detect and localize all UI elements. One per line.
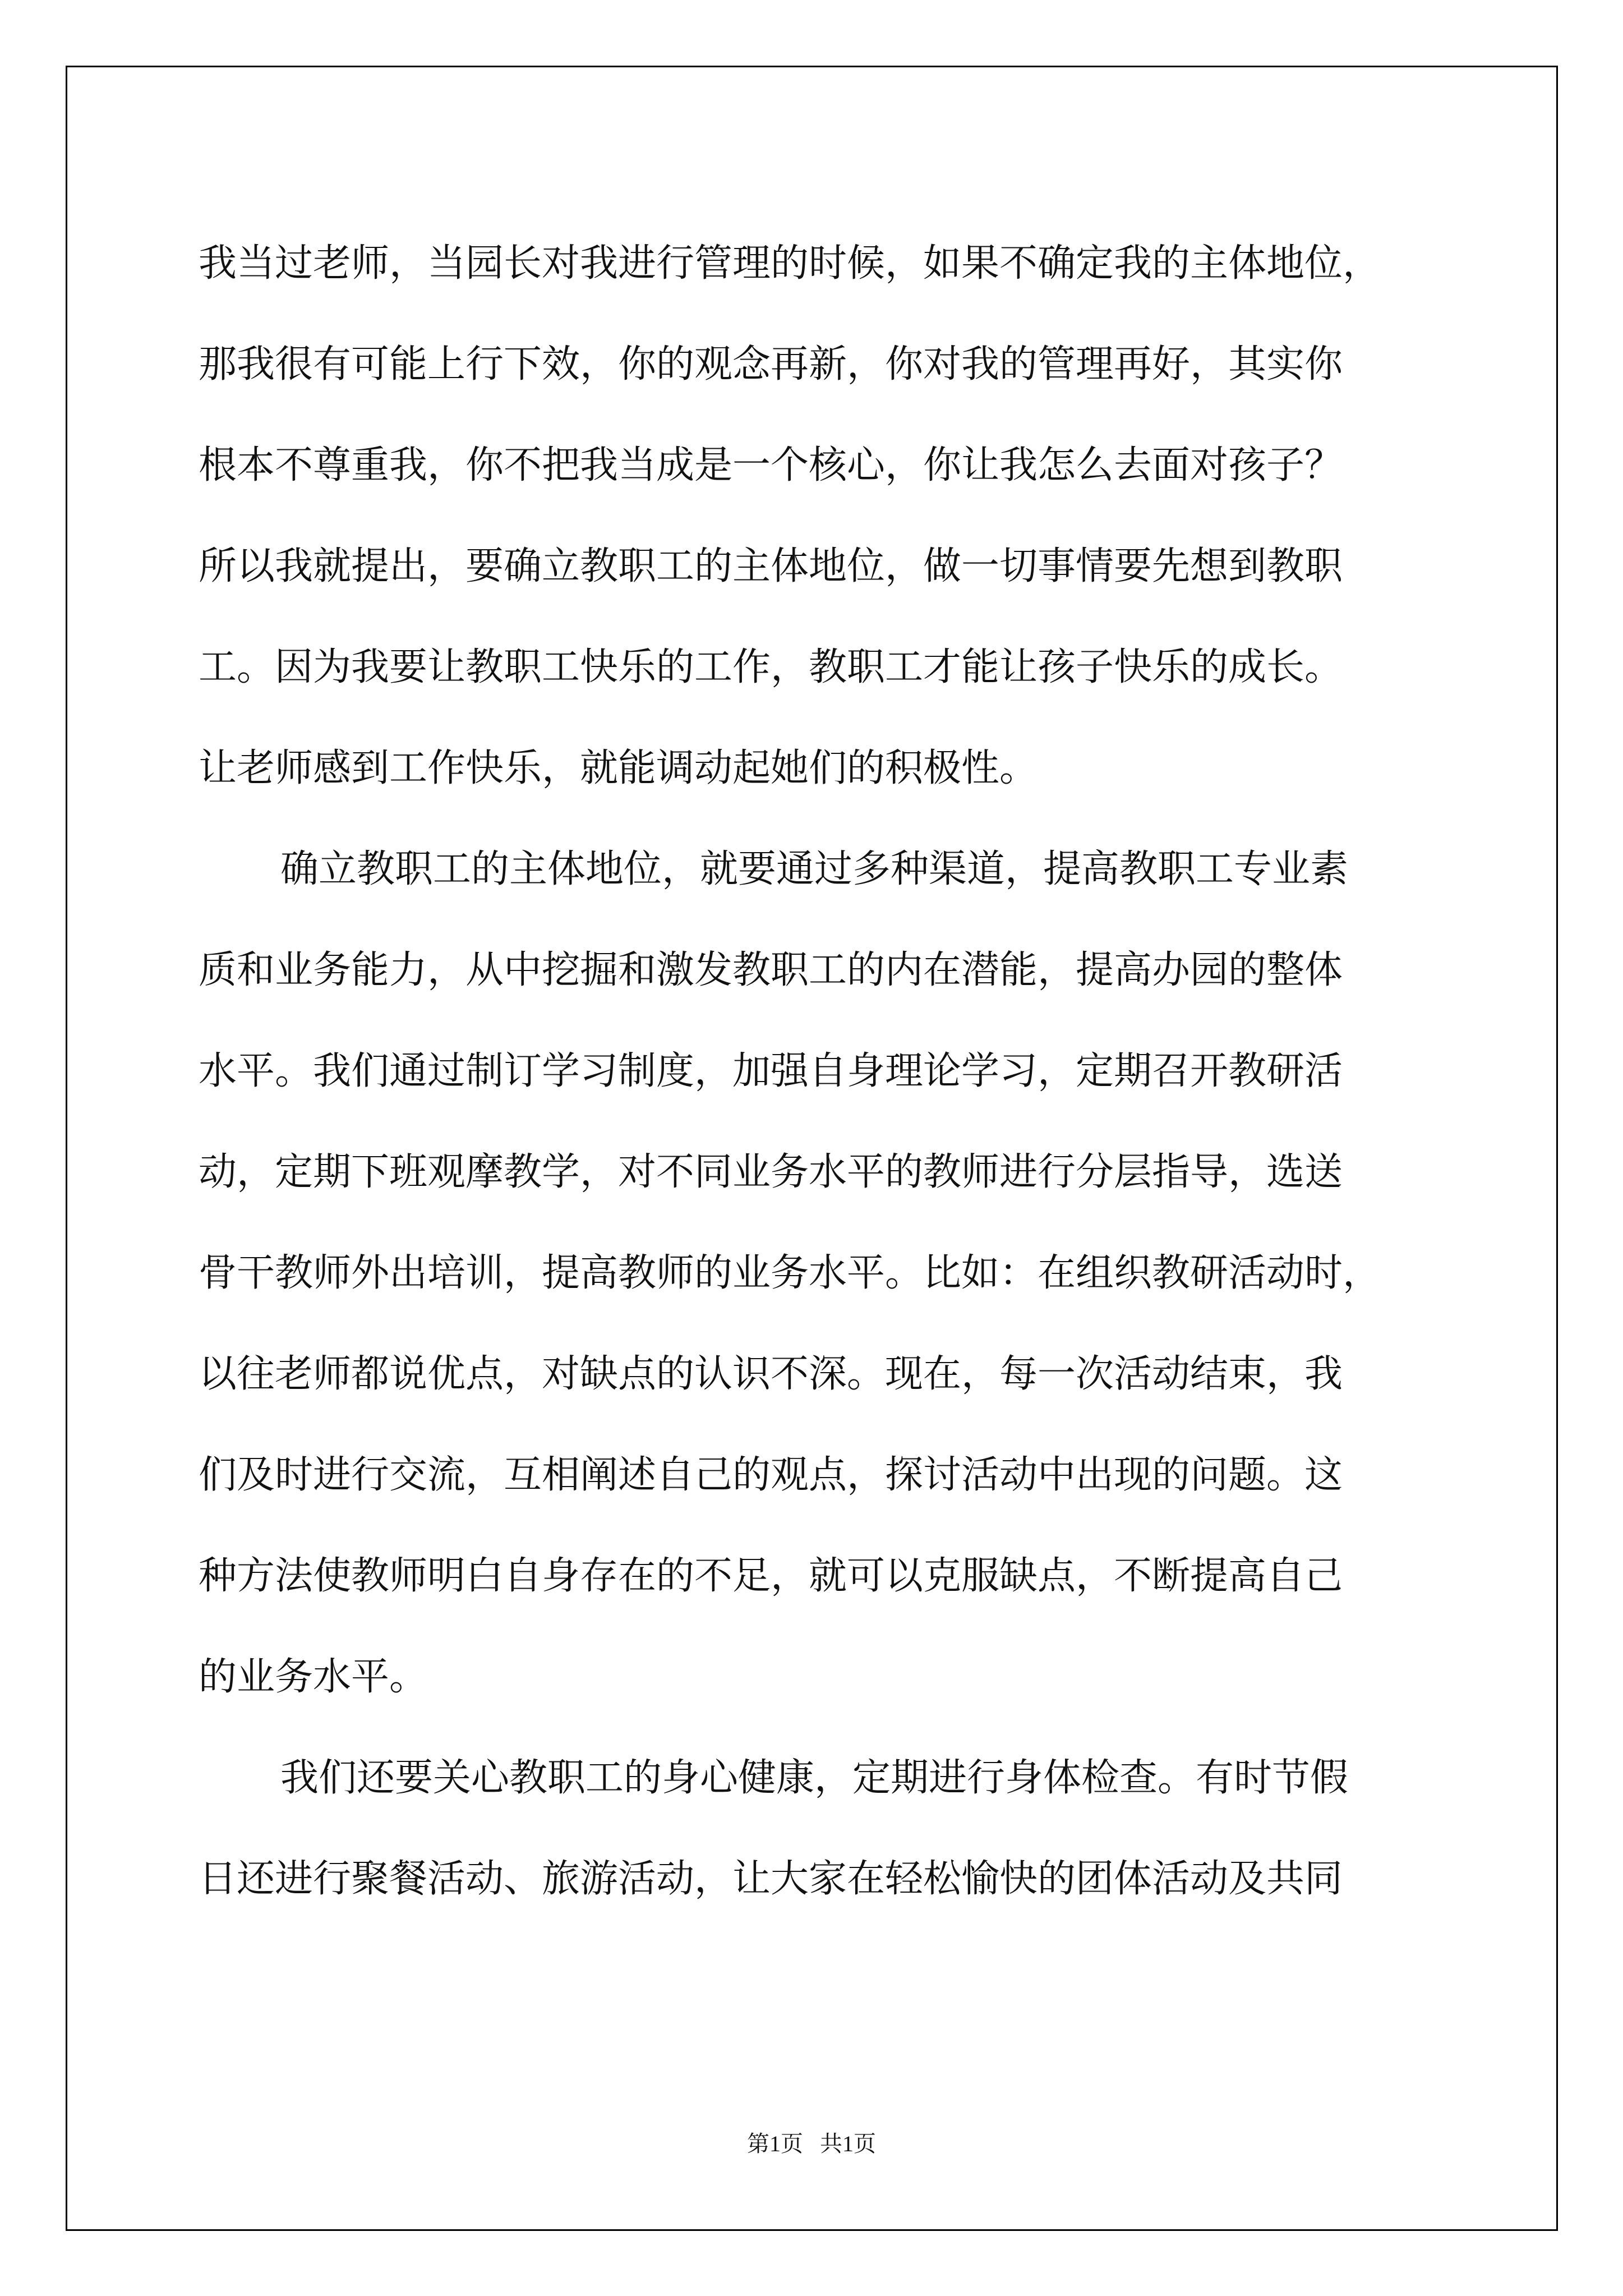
text-line: 骨干教师外出培训，提高教师的业务水平。比如：在组织教研活动时，	[199, 1251, 1381, 1295]
page-number-footer: 第1页 共1页	[747, 2131, 876, 2156]
text-line: 工。因为我要让教职工快乐的工作，教职工才能让孩子快乐的成长。	[199, 645, 1343, 689]
text-line: 日还进行聚餐活动、旅游活动，让大家在轻松愉快的团体活动及共同	[199, 1857, 1343, 1901]
paragraph-start-line: 确立教职工的主体地位，就要通过多种渠道，提高教职工专业素	[280, 847, 1349, 891]
document-body	[199, 213, 1432, 1930]
text-line: 让老师感到工作快乐，就能调动起她们的积极性。	[199, 746, 1038, 790]
text-line: 以往老师都说优点，对缺点的认识不深。现在，每一次活动结束，我	[199, 1352, 1343, 1396]
text-line: 种方法使教师明白自身存在的不足，就可以克服缺点，不断提高自己	[199, 1554, 1343, 1598]
text-line: 动，定期下班观摩教学，对不同业务水平的教师进行分层指导，选送	[199, 1150, 1343, 1194]
text-line: 我当过老师，当园长对我进行管理的时候，如果不确定我的主体地位，	[199, 241, 1381, 286]
text-line: 根本不尊重我，你不把我当成是一个核心，你让我怎么去面对孩子？	[199, 443, 1343, 487]
text-line: 的业务水平。	[199, 1655, 428, 1699]
paragraph-start-line: 我们还要关心教职工的身心健康，定期进行身体检查。有时节假	[280, 1756, 1349, 1800]
text-line: 所以我就提出，要确立教职工的主体地位，做一切事情要先想到教职	[199, 544, 1343, 588]
text-line: 水平。我们通过制订学习制度，加强自身理论学习，定期召开教研活	[199, 1049, 1343, 1093]
text-line: 们及时进行交流，互相阐述自己的观点，探讨活动中出现的问题。这	[199, 1453, 1343, 1497]
text-line: 质和业务能力，从中挖掘和激发教职工的内在潜能，提高办园的整体	[199, 948, 1343, 992]
text-line: 那我很有可能上行下效，你的观念再新，你对我的管理再好，其实你	[199, 342, 1343, 386]
